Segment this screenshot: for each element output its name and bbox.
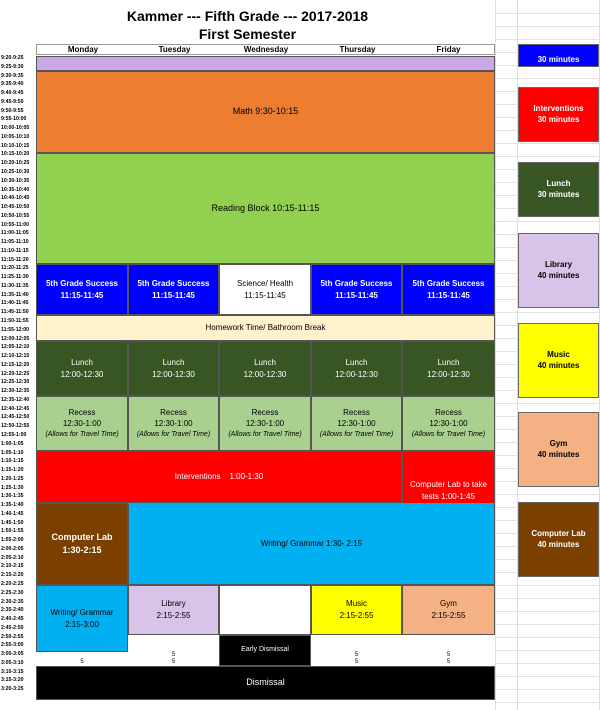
legend-computer-lab-title: Computer Lab (531, 528, 586, 538)
legend-computer-lab (518, 502, 599, 577)
five-friday-2: 5 (446, 659, 451, 665)
lunch-time: 12:00-12:30 (427, 369, 470, 379)
computer-lab-time: 1:30-2:15 (62, 545, 102, 555)
five-tuesday-1: 5 (171, 652, 176, 658)
grid-line (495, 689, 600, 690)
legend-gym (518, 412, 599, 487)
recess-note: (Allows for Travel Time) (228, 431, 302, 439)
legend-lunch-sub: 30 minutes (537, 189, 580, 199)
time-slot-label: 10:50-10:55 (1, 212, 30, 219)
time-slot-label: 1:55-2:00 (1, 537, 24, 544)
time-slot-label: 1:15-1:20 (1, 467, 24, 474)
success-title: 5th Grade Success (137, 278, 210, 288)
time-slot-label: 12:35-12:40 (1, 396, 30, 403)
math-label: Math 9:30-10:15 (232, 106, 299, 117)
time-slot-label: 3:20-3:25 (1, 686, 24, 693)
grid-line (495, 624, 600, 625)
time-slot-label: 11:20-11:25 (1, 265, 29, 272)
grid-line (495, 494, 600, 495)
success-block-monday (36, 264, 128, 315)
legend-computer-lab-sub: 40 minutes (537, 539, 580, 549)
time-column (0, 55, 36, 695)
science-time: 11:15-11:45 (244, 290, 286, 300)
five-thursday-2: 5 (354, 659, 359, 665)
time-slot-label: 2:30-2:35 (1, 598, 24, 605)
time-slot-label: 10:00-10:05 (1, 125, 30, 132)
time-slot-label: 2:45-2:50 (1, 624, 24, 631)
time-slot-label: 10:30-10:35 (1, 177, 30, 184)
time-slot-label: 12:25-12:30 (1, 379, 30, 386)
time-slot-label: 1:05-1:10 (1, 449, 24, 456)
time-slot-label: 12:30-12:35 (1, 388, 30, 395)
lunch-block-wednesday (219, 341, 311, 396)
time-slot-label: 1:25-1:30 (1, 484, 24, 491)
time-slot-label: 9:35-9:40 (1, 81, 24, 88)
success-title: 5th Grade Success (320, 278, 393, 288)
lunch-time: 12:00-12:30 (152, 369, 195, 379)
recess-title: Recess (343, 407, 370, 417)
time-slot-label: 12:15-12:20 (1, 361, 30, 368)
library-time: 2:15-2:55 (156, 611, 191, 620)
time-slot-label: 2:15-2:20 (1, 572, 24, 579)
grid-line (495, 611, 600, 612)
time-slot-label: 10:35-10:40 (1, 186, 30, 193)
time-slot-label: 9:50-9:55 (1, 107, 24, 114)
interventions-block (36, 451, 402, 503)
legend-interventions-sub: 30 minutes (537, 114, 580, 124)
day-header-monday: Monday (67, 45, 99, 54)
time-slot-label: 11:00-11:05 (1, 230, 29, 237)
lunch-title: Lunch (437, 357, 460, 367)
time-slot-label: 11:40-11:45 (1, 300, 29, 307)
lunch-title: Lunch (345, 357, 368, 367)
empty-block-wednesday (219, 585, 311, 635)
gym-block-friday (402, 585, 495, 635)
dismissal-label: Dismissal (246, 677, 285, 688)
time-slot-label: 3:05-3:10 (1, 659, 24, 666)
time-slot-label: 11:45-11:50 (1, 309, 29, 316)
time-slot-label: 10:20-10:25 (1, 160, 30, 167)
five-thursday-1: 5 (354, 652, 359, 658)
legend-library (518, 233, 599, 308)
music-title: Music (346, 599, 367, 609)
success-time: 11:15-11:45 (152, 290, 195, 300)
time-slot-label: 9:40-9:45 (1, 90, 24, 97)
legend-library-title: Library (544, 259, 573, 269)
time-slot-label: 2:25-2:30 (1, 589, 24, 596)
lunch-block-monday (36, 341, 128, 396)
time-slot-label: 12:40-12:45 (1, 405, 30, 412)
time-slot-label: 1:50-1:55 (1, 528, 24, 535)
time-slot-label: 2:35-2:40 (1, 607, 24, 614)
grid-line (495, 26, 600, 27)
time-slot-label: 1:35-1:40 (1, 502, 24, 509)
recess-note: (Allows for Travel Time) (319, 431, 394, 439)
success-block-friday (402, 264, 495, 315)
recess-note: (Allows for Travel Time) (136, 431, 211, 439)
time-slot-label: 10:10-10:15 (1, 142, 30, 149)
time-slot-label: 11:30-11:35 (1, 282, 29, 289)
five-friday-1: 5 (446, 652, 451, 658)
time-slot-label: 11:15-11:20 (1, 256, 29, 263)
grid-line (495, 221, 600, 222)
legend-music-sub: 40 minutes (537, 360, 580, 370)
time-slot-label: 2:05-2:10 (1, 554, 24, 561)
success-block-thursday (311, 264, 402, 315)
early-dismissal-block (219, 635, 311, 666)
success-block-tuesday (128, 264, 219, 315)
writing-label: Writing/ Grammar 1:30- 2:15 (260, 539, 363, 549)
time-slot-label: 10:15-10:20 (1, 151, 30, 158)
library-block-tuesday (128, 585, 219, 635)
success-time: 11:15-11:45 (60, 290, 104, 300)
recess-block-tuesday (128, 396, 219, 451)
time-slot-label: 2:00-2:05 (1, 545, 24, 552)
time-slot-label: 11:25-11:30 (1, 274, 29, 281)
day-header-row (36, 44, 495, 55)
time-slot-label: 10:55-11:00 (1, 221, 29, 228)
time-slot-label: 11:55-12:00 (1, 326, 29, 333)
time-slot-label: 12:20-12:25 (1, 370, 30, 377)
time-slot-label: 10:05-10:10 (1, 133, 30, 140)
lunch-time: 12:00-12:30 (335, 369, 378, 379)
lunch-title: Lunch (71, 357, 93, 367)
time-slot-label: 12:45-12:50 (1, 414, 30, 421)
time-slot-label: 1:40-1:45 (1, 510, 24, 517)
time-slot-label: 1:20-1:25 (1, 475, 24, 482)
grid-line (495, 403, 600, 404)
grid-line (495, 0, 496, 710)
writing-block (128, 503, 495, 585)
recess-note: (Allows for Travel Time) (411, 431, 486, 439)
recess-title: Recess (435, 407, 462, 417)
day-header-wednesday: Wednesday (243, 45, 289, 54)
math-block (36, 71, 495, 153)
grid-line (495, 676, 600, 677)
time-slot-label: 12:00-12:05 (1, 335, 30, 342)
time-slot-label: 1:45-1:50 (1, 519, 24, 526)
time-slot-label: 12:55-1:00 (1, 431, 27, 438)
homework-label: Homework Time/ Bathroom Break (205, 323, 326, 333)
recess-block-monday (36, 396, 128, 451)
computer-lab-title: Computer Lab (51, 531, 113, 542)
time-slot-label: 1:00-1:05 (1, 440, 24, 447)
success-time: 11:15-11:45 (335, 290, 378, 300)
time-slot-label: 9:55-10:00 (1, 116, 27, 123)
gym-time: 2:15-2:55 (431, 611, 466, 620)
grid-line (495, 637, 600, 638)
gym-title: Gym (440, 599, 457, 609)
grid-line (495, 585, 600, 586)
time-slot-label: 2:55-3:00 (1, 642, 24, 649)
time-slot-label: 1:10-1:15 (1, 458, 24, 465)
recess-note: (Allows for Travel Time) (45, 431, 119, 439)
time-slot-label: 12:50-12:55 (1, 423, 30, 430)
recess-time: 12:30-1:00 (337, 419, 376, 429)
recess-title: Recess (251, 407, 279, 417)
grid-line (495, 598, 600, 599)
time-slot-label: 10:40-10:45 (1, 195, 30, 202)
recess-block-friday (402, 396, 495, 451)
legend-success-label: 30 minutes (537, 55, 580, 65)
lunch-title: Lunch (162, 357, 185, 367)
lunch-block-thursday (311, 341, 402, 396)
legend-music (518, 323, 599, 398)
early-dismissal-label: Early Dismissal (241, 646, 289, 654)
time-slot-label: 9:30-9:35 (1, 72, 24, 79)
grid-line (495, 312, 600, 313)
page-subtitle: First Semester (198, 26, 297, 42)
time-slot-label: 10:25-10:30 (1, 168, 30, 175)
lunch-title: Lunch (254, 357, 276, 367)
legend-gym-title: Gym (549, 438, 568, 448)
music-block-thursday (311, 585, 402, 635)
opening-block (36, 56, 495, 71)
grid-line (495, 650, 600, 651)
time-slot-label: 3:15-3:20 (1, 677, 24, 684)
success-title: 5th Grade Success (45, 278, 119, 288)
recess-time: 12:30-1:00 (245, 419, 285, 429)
writing-time: 2:15-3:00 (65, 619, 99, 629)
time-slot-label: 11:10-11:15 (1, 247, 29, 254)
time-slot-label: 2:20-2:25 (1, 581, 24, 588)
five-tuesday-2: 5 (171, 659, 176, 665)
grid-line (495, 663, 600, 664)
recess-title: Recess (160, 407, 187, 417)
lunch-time: 12:00-12:30 (60, 369, 104, 379)
interventions-label: Interventions 1:00-1:30 (174, 472, 264, 482)
page-title: Kammer --- Fifth Grade --- 2017-2018 (126, 8, 369, 24)
homework-block (36, 315, 495, 341)
recess-time: 12:30-1:00 (154, 419, 193, 429)
day-header-thursday: Thursday (339, 45, 376, 54)
science-title: Science/ Health (236, 278, 294, 288)
day-header-friday: Friday (436, 45, 461, 54)
legend-lunch-title: Lunch (546, 178, 571, 188)
time-slot-label: 2:50-2:55 (1, 633, 24, 640)
grid-line (495, 156, 600, 157)
recess-block-wednesday (219, 396, 311, 451)
legend-gym-sub: 40 minutes (537, 449, 580, 459)
reading-label: Reading Block 10:15-11:15 (211, 202, 320, 213)
science-block-wednesday (219, 264, 311, 315)
grid-line (495, 78, 600, 79)
five-monday-2: 5 (80, 659, 84, 665)
computer-lab-tests-label: Computer Lab to take tests 1:00-1:45 (410, 479, 487, 501)
recess-time: 12:30-1:00 (429, 419, 468, 429)
time-slot-label: 11:35-11:40 (1, 291, 29, 298)
success-time: 11:15-11:45 (427, 290, 470, 300)
lunch-time: 12:00-12:30 (243, 369, 287, 379)
legend-interventions-title: Interventions (533, 103, 584, 113)
lunch-block-tuesday (128, 341, 219, 396)
time-slot-label: 12:10-12:15 (1, 353, 30, 360)
library-title: Library (161, 599, 186, 609)
legend-interventions (518, 87, 599, 142)
day-header-tuesday: Tuesday (158, 45, 191, 54)
legend-music-title: Music (547, 349, 570, 359)
dismissal-block (36, 666, 495, 700)
time-slot-label: 11:05-11:10 (1, 239, 29, 246)
writing-block-monday (36, 585, 128, 652)
recess-block-thursday (311, 396, 402, 451)
grid-line (495, 13, 600, 14)
time-slot-label: 9:25-9:30 (1, 63, 24, 70)
grid-line (495, 702, 600, 703)
time-slot-label: 11:50-11:55 (1, 318, 29, 324)
legend-success (518, 44, 599, 67)
legend-library-sub: 40 minutes (537, 270, 580, 280)
computer-lab-monday (36, 503, 128, 585)
time-slot-label: 9:45-9:50 (1, 98, 24, 105)
success-title: 5th Grade Success (412, 278, 485, 288)
grid-line (495, 39, 600, 40)
recess-title: Recess (68, 407, 96, 417)
time-slot-label: 1:30-1:35 (1, 493, 24, 500)
time-slot-label: 3:10-3:15 (1, 668, 24, 675)
time-slot-label: 2:10-2:15 (1, 563, 24, 570)
reading-block (36, 153, 495, 264)
recess-time: 12:30-1:00 (62, 419, 102, 429)
lunch-block-friday (402, 341, 495, 396)
time-slot-label: 12:05-12:10 (1, 344, 30, 351)
time-slot-label: 3:00-3:05 (1, 651, 24, 658)
time-slot-label: 9:20-9:25 (1, 55, 24, 61)
grid-line (495, 143, 600, 144)
music-time: 2:15-2:55 (339, 611, 374, 620)
writing-title: Writing/ Grammar (50, 607, 114, 617)
time-slot-label: 2:40-2:45 (1, 616, 24, 623)
time-slot-label: 10:45-10:50 (1, 204, 30, 211)
legend-lunch (518, 162, 599, 217)
